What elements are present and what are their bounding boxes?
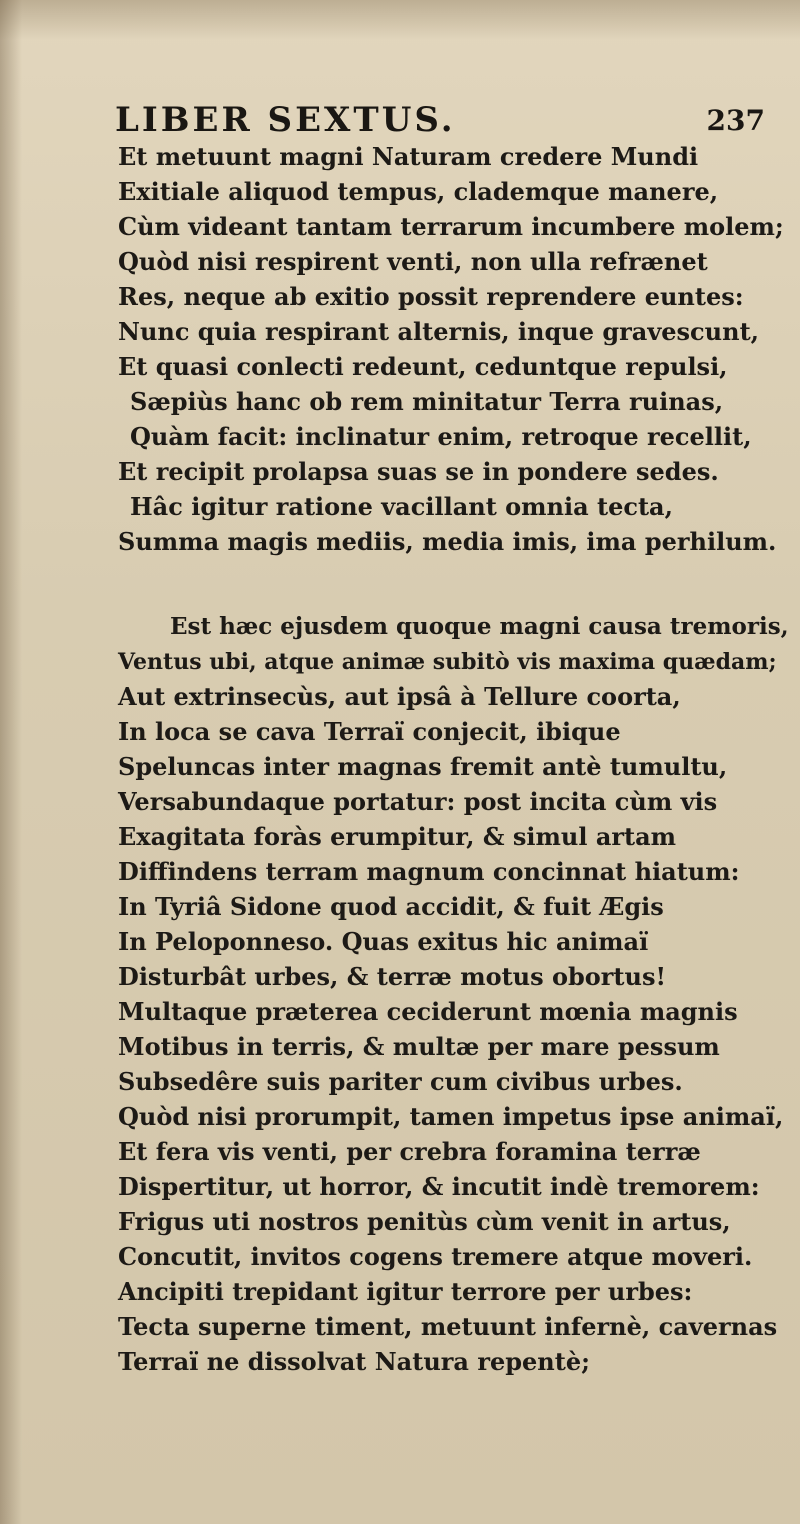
verse-line: Disturbât urbes, & terræ motus obortus! <box>118 962 667 991</box>
verse-line: Frigus uti nostros penitùs cùm venit in artus, <box>118 1207 731 1236</box>
running-head: LIBER SEXTUS. <box>115 100 456 140</box>
verse-line: Et fera vis venti, per crebra foramina terræ <box>118 1137 701 1166</box>
verse-line: Ventus ubi, atque animæ subitò vis maxima quædam; <box>118 649 777 675</box>
verse-line: Summa magis mediis, media imis, ima perhilum. <box>118 527 777 556</box>
verse-line: Quàm facit: inclinatur enim, retroque recellit, <box>130 422 752 451</box>
verse-line: Quòd nisi prorumpit, tamen impetus ipse animaï, <box>118 1102 784 1131</box>
verse-line: Et recipit prolapsa suas se in pondere sedes. <box>118 457 719 486</box>
verse-line: Sæpiùs hanc ob rem minitatur Terra ruinas, <box>130 387 724 416</box>
verse-line: Motibus in terris, & multæ per mare pessum <box>118 1032 720 1061</box>
verse-line: Hâc igitur ratione vacillant omnia tecta, <box>130 492 673 521</box>
verse-line: Exitiale aliquod tempus, clademque manere, <box>118 177 719 206</box>
verse-line: Concutit, invitos cogens tremere atque moveri. <box>118 1242 753 1271</box>
page-number: 237 <box>706 104 765 137</box>
verse-line: Est hæc ejusdem quoque magni causa tremoris, <box>170 613 789 640</box>
verse-line: Subsedêre suis pariter cum civibus urbes. <box>118 1067 683 1096</box>
verse-line: Multaque præterea ceciderunt mœnia magnis <box>118 997 738 1026</box>
verse-line: Et quasi conlecti redeunt, ceduntque repulsi, <box>118 352 728 381</box>
page-header <box>115 100 765 140</box>
verse-line: Quòd nisi respirent venti, non ulla refrænet <box>118 247 708 276</box>
verse-line: In Tyriâ Sidone quod accidit, & fuit Ægis <box>118 892 664 921</box>
verse-line: Et metuunt magni Naturam credere Mundi <box>118 142 699 171</box>
verse-line: Exagitata foràs erumpitur, & simul artam <box>118 822 677 851</box>
page-gutter-shadow <box>0 0 22 1524</box>
verse-line: Res, neque ab exitio possit reprendere euntes: <box>118 282 744 311</box>
verse-line: In loca se cava Terraï conjecit, ibique <box>118 717 621 746</box>
verse-line: Ancipiti trepidant igitur terrore per urbes: <box>118 1277 693 1306</box>
verse-line: In Peloponneso. Quas exitus hic animaï <box>118 927 649 956</box>
verse-line: Terraï ne dissolvat Natura repentè; <box>118 1347 590 1376</box>
verse-line: Speluncas inter magnas fremit antè tumultu, <box>118 752 728 781</box>
verse-line: Versabundaque portatur: post incita cùm vis <box>118 787 718 816</box>
verse-line: Aut extrinsecùs, aut ipsâ à Tellure coorta, <box>118 682 681 711</box>
page-edge-stain <box>0 0 800 40</box>
verse-line: Diffindens terram magnum concinnat hiatum: <box>118 857 740 886</box>
verse-line: Tecta superne timent, metuunt infernè, cavernas <box>118 1312 778 1341</box>
verse-line: Dispertitur, ut horror, & incutit indè tremorem: <box>118 1172 760 1201</box>
verse-line: Cùm videant tantam terrarum incumbere molem; <box>118 212 784 241</box>
verse-line: Nunc quia respirant alternis, inque gravescunt, <box>118 317 760 346</box>
